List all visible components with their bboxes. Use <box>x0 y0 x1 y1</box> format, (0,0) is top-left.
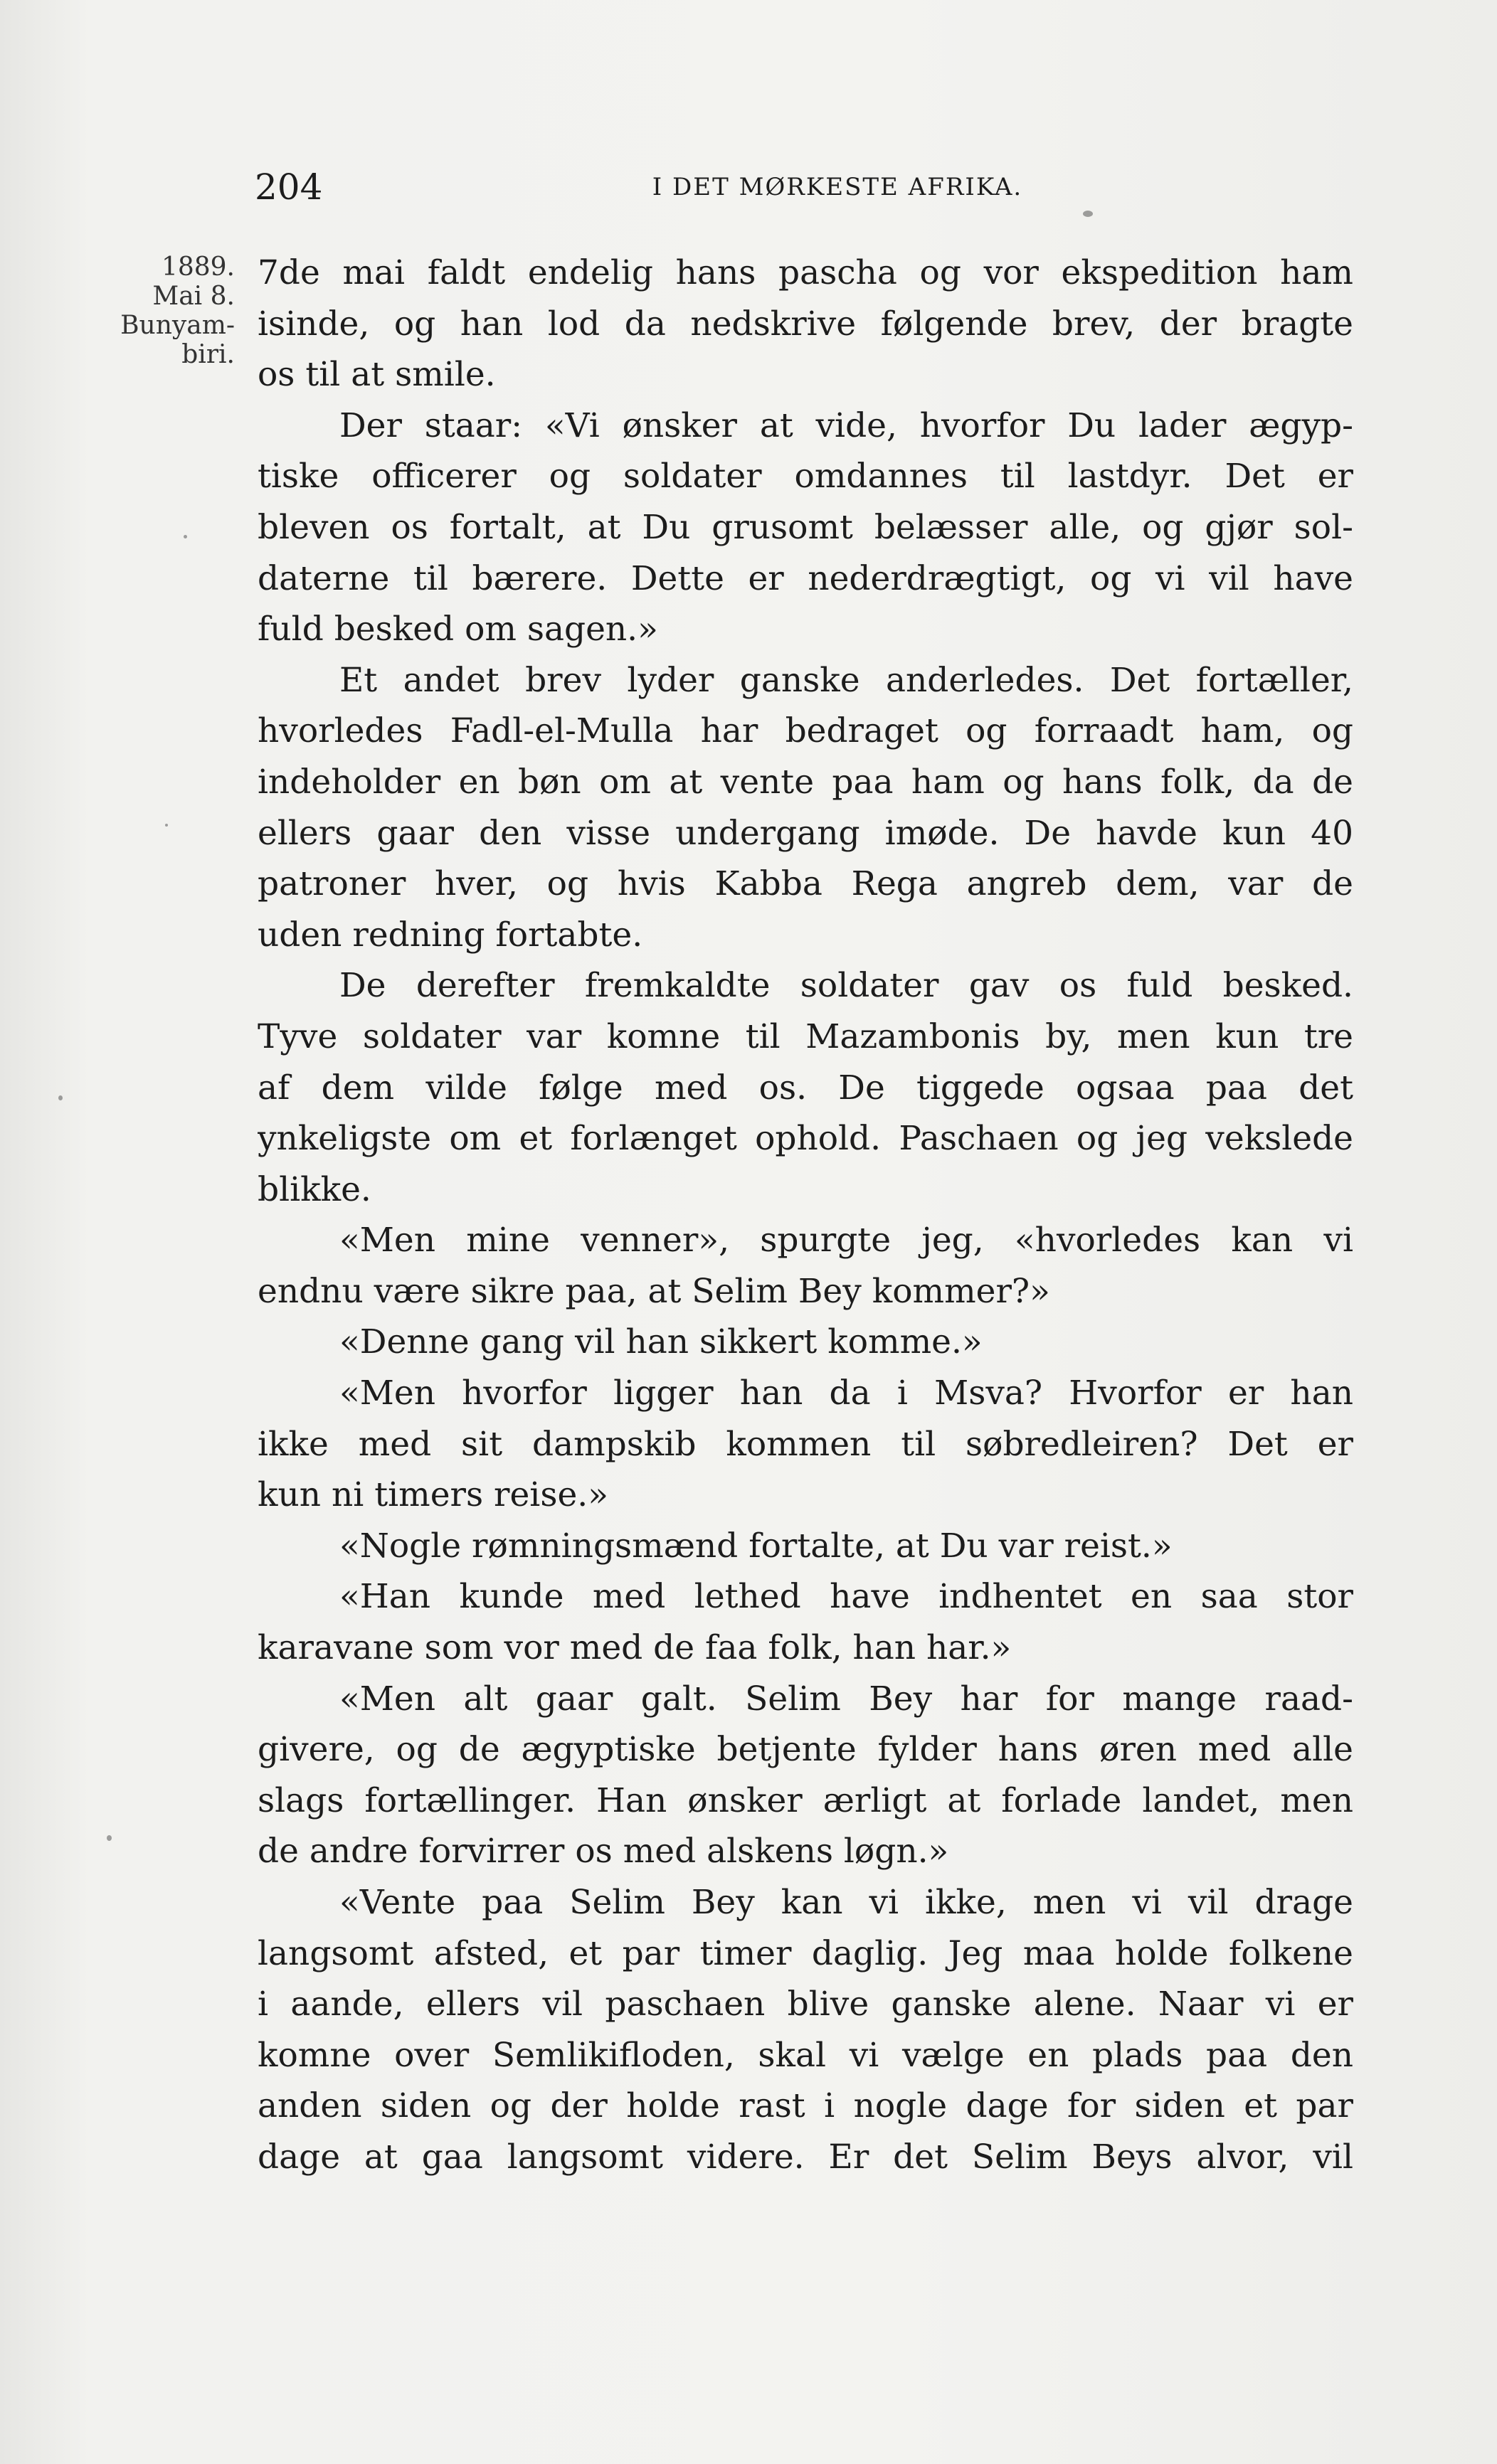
text-line: ynkeligste om et forlænget ophold. Paschaen og jeg vekslede <box>258 1119 1353 1159</box>
text-line: hvorledes Fadl-el-Mulla har bedraget og forraadt ham, og <box>258 711 1353 751</box>
text-line: De derefter fremkaldte soldater gav os fuld besked. <box>339 966 1353 1006</box>
text-line: «Men hvorfor ligger han da i Msva? Hvorfor er han <box>339 1374 1353 1413</box>
page-header <box>255 162 1356 212</box>
margin-note <box>112 253 235 369</box>
margin-note-date: Mai 8. <box>152 282 235 311</box>
page-number: 204 <box>255 166 323 208</box>
paper-speck <box>107 1835 112 1841</box>
text-line: os til at smile. <box>258 355 496 395</box>
paper-speck <box>58 1095 63 1100</box>
text-line: i aande, ellers vil paschaen blive ganske alene. Naar vi er <box>258 1985 1353 2024</box>
text-line: dage at gaa langsomt videre. Er det Selim Beys alvor, vil <box>258 2137 1353 2177</box>
text-line: de andre forvirrer os med alskens løgn.» <box>258 1832 949 1871</box>
text-line: indeholder en bøn om at vente paa ham og hans folk, da de <box>258 762 1353 802</box>
text-line: tiske officerer og soldater omdannes til lastdyr. Det er <box>258 457 1353 496</box>
text-line: karavane som vor med de faa folk, han har.» <box>258 1628 1012 1668</box>
text-line: langsomt afsted, et par timer daglig. Jeg maa holde folkene <box>258 1933 1353 1973</box>
text-line: Et andet brev lyder ganske anderledes. Det fortæller, <box>339 660 1353 700</box>
text-line: uden redning fortabte. <box>258 915 643 955</box>
text-line: Tyve soldater var komne til Mazambonis by, men kun tre <box>258 1016 1353 1056</box>
margin-note-place: Bunyam- <box>120 311 235 340</box>
text-line: «Vente paa Selim Bey kan vi ikke, men vi vil drage <box>339 1883 1353 1922</box>
text-line: kun ni timers reise.» <box>258 1475 608 1515</box>
text-line: fuld besked om sagen.» <box>258 610 658 649</box>
text-line: af dem vilde følge med os. De tiggede ogsaa paa det <box>258 1068 1353 1108</box>
text-line: blikke. <box>258 1169 371 1209</box>
text-line: daterne til bærere. Dette er nederdrægtigt, og vi vil have <box>258 558 1353 598</box>
body-text <box>258 248 1353 2183</box>
text-line: «Men alt gaar galt. Selim Bey har for mange raad- <box>339 1679 1353 1719</box>
paper-speck <box>1083 211 1093 217</box>
text-line: anden siden og der holde rast i nogle dage for siden et par <box>258 2086 1353 2126</box>
text-line: bleven os fortalt, at Du grusomt belæsser alle, og gjør sol- <box>258 507 1353 547</box>
text-line: slags fortællinger. Han ønsker ærligt at forlade landet, men <box>258 1780 1353 1820</box>
text-line: patroner hver, og hvis Kabba Rega angreb dem, var de <box>258 864 1353 904</box>
paper-speck <box>165 824 168 827</box>
margin-note-year: 1889. <box>161 253 235 282</box>
text-line: «Han kunde med lethed have indhentet en saa stor <box>339 1577 1353 1617</box>
margin-note-place-cont: biri. <box>181 340 235 369</box>
text-line: «Denne gang vil han sikkert komme.» <box>339 1322 983 1362</box>
text-line: «Men mine venner», spurgte jeg, «hvorledes kan vi <box>339 1221 1353 1260</box>
text-line: 7de mai faldt endelig hans pascha og vor ekspedition ham <box>258 253 1353 292</box>
text-line: Der staar: «Vi ønsker at vide, hvorfor Du lader ægyp- <box>339 405 1353 445</box>
running-title: I DET MØRKESTE AFRIKA. <box>652 173 1023 201</box>
text-line: «Nogle rømningsmænd fortalte, at Du var reist.» <box>339 1526 1173 1566</box>
text-line: givere, og de ægyptiske betjente fylder hans øren med alle <box>258 1730 1353 1770</box>
text-line: ellers gaar den visse undergang imøde. De havde kun 40 <box>258 813 1353 853</box>
text-line: komne over Semlikifloden, skal vi vælge en plads paa den <box>258 2035 1353 2075</box>
text-line: ikke med sit dampskib kommen til søbredleiren? Det er <box>258 1424 1353 1464</box>
text-line: isinde, og han lod da nedskrive følgende brev, der bragte <box>258 304 1353 344</box>
paper-speck <box>184 535 187 538</box>
text-line: endnu være sikre paa, at Selim Bey kommer?» <box>258 1271 1050 1311</box>
